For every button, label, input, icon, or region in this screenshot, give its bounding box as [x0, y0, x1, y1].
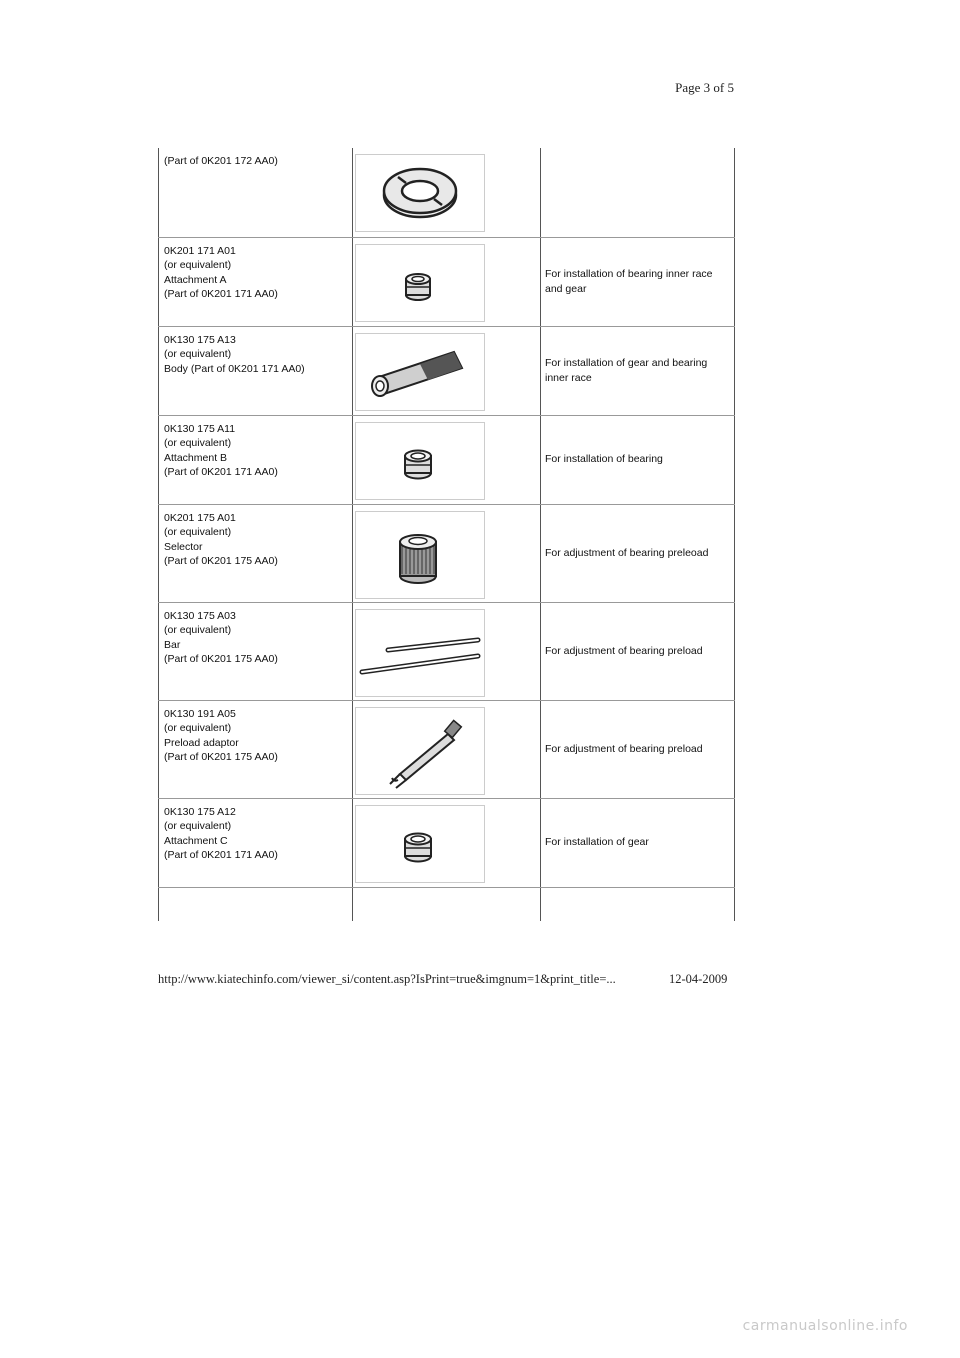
tool-description-cell — [541, 326, 735, 415]
footer-date: 12-04-2009 — [669, 972, 728, 986]
table-row — [159, 326, 735, 415]
table-row — [159, 148, 735, 237]
empty-cell — [541, 887, 735, 921]
tool-line: 0K201 175 A01 — [164, 511, 236, 524]
table-row — [159, 237, 735, 326]
special-tools-table — [158, 148, 735, 921]
selector-icon — [355, 511, 485, 599]
tool-line: (or equivalent) — [164, 820, 232, 832]
tool-line: Attachment B — [164, 451, 228, 464]
tool-line: 0K130 191 A05 — [164, 707, 236, 720]
tool-line: (Part of 0K201 172 AA0) — [164, 155, 278, 167]
tool-description: For installation of bearing inner race and gear — [545, 267, 713, 295]
tool-line: 0K130 175 A13 — [164, 333, 236, 346]
tool-number-cell — [159, 504, 353, 602]
tool-line: 0K130 175 A12 — [164, 805, 236, 818]
tool-number-cell — [159, 700, 353, 798]
tool-number-cell — [159, 798, 353, 887]
tool-line: (Part of 0K201 171 AA0) — [164, 849, 278, 861]
tool-number-cell — [159, 237, 353, 326]
body-tube-icon — [355, 333, 485, 411]
tool-line: Body (Part of 0K201 171 AA0) — [164, 362, 305, 375]
tool-line: Bar — [164, 638, 181, 651]
tool-line: 0K130 175 A03 — [164, 609, 236, 622]
tool-image-cell — [353, 504, 541, 602]
page-number: Page 3 of 5 — [675, 80, 734, 95]
watermark: carmanualsonline.info — [742, 1318, 908, 1334]
tool-number-cell — [159, 602, 353, 700]
tool-line: (or equivalent) — [164, 437, 232, 449]
tool-number-cell — [159, 326, 353, 415]
tool-description-cell — [541, 148, 735, 237]
tool-description-cell — [541, 798, 735, 887]
tool-description: For installation of bearing — [545, 453, 663, 465]
tool-image-cell — [353, 237, 541, 326]
tool-line: 0K130 175 A11 — [164, 422, 236, 435]
tool-line: (Part of 0K201 175 AA0) — [164, 751, 278, 763]
table-row — [159, 415, 735, 504]
tool-line: 0K201 171 A01 — [164, 244, 236, 257]
bar-icon — [355, 609, 485, 697]
tool-line: (Part of 0K201 171 AA0) — [164, 288, 278, 300]
tool-image-cell — [353, 602, 541, 700]
tool-line: Preload adaptor — [164, 736, 239, 749]
tool-description: For installation of gear — [545, 836, 649, 848]
footer-url: http://www.kiatechinfo.com/viewer_si/content.asp?IsPrint=true&imgnum=1&print_title=... — [158, 972, 616, 986]
tool-description: For adjustment of bearing preload — [545, 644, 703, 657]
tool-description-cell — [541, 237, 735, 326]
tool-description: For installation of gear and bearing inner race — [545, 356, 708, 384]
tool-line: (or equivalent) — [164, 259, 232, 271]
tool-number-cell — [159, 415, 353, 504]
empty-cell — [159, 887, 353, 921]
tool-line: (or equivalent) — [164, 348, 232, 360]
tool-line: (Part of 0K201 175 AA0) — [164, 653, 278, 665]
tool-line: (or equivalent) — [164, 526, 232, 538]
tool-image-cell — [353, 700, 541, 798]
tool-line: (Part of 0K201 175 AA0) — [164, 555, 278, 567]
attachment-icon — [355, 422, 485, 500]
table-row — [159, 798, 735, 887]
table-row — [159, 887, 735, 921]
attachment-icon — [355, 244, 485, 322]
tool-line: (or equivalent) — [164, 624, 232, 636]
tool-number-cell — [159, 148, 353, 237]
tool-line: (Part of 0K201 171 AA0) — [164, 466, 278, 478]
adaptor-icon — [355, 707, 485, 795]
ring-icon — [355, 154, 485, 232]
tool-image-cell — [353, 326, 541, 415]
table-row — [159, 602, 735, 700]
tool-description-cell — [541, 415, 735, 504]
tool-line: Attachment C — [164, 834, 228, 847]
tool-description-cell — [541, 602, 735, 700]
tool-description-cell — [541, 700, 735, 798]
tool-line: Attachment A — [164, 273, 227, 286]
attachment-icon — [355, 805, 485, 883]
tool-line: (or equivalent) — [164, 722, 232, 734]
tool-line: Selector — [164, 540, 203, 553]
tool-image-cell — [353, 798, 541, 887]
table-row — [159, 504, 735, 602]
table-row — [159, 700, 735, 798]
tool-image-cell — [353, 148, 541, 237]
tool-description-cell — [541, 504, 735, 602]
tool-description: For adjustment of bearing preload — [545, 742, 703, 755]
tool-image-cell — [353, 415, 541, 504]
tool-description: For adjustment of bearing preleoad — [545, 546, 709, 559]
empty-cell — [353, 887, 541, 921]
